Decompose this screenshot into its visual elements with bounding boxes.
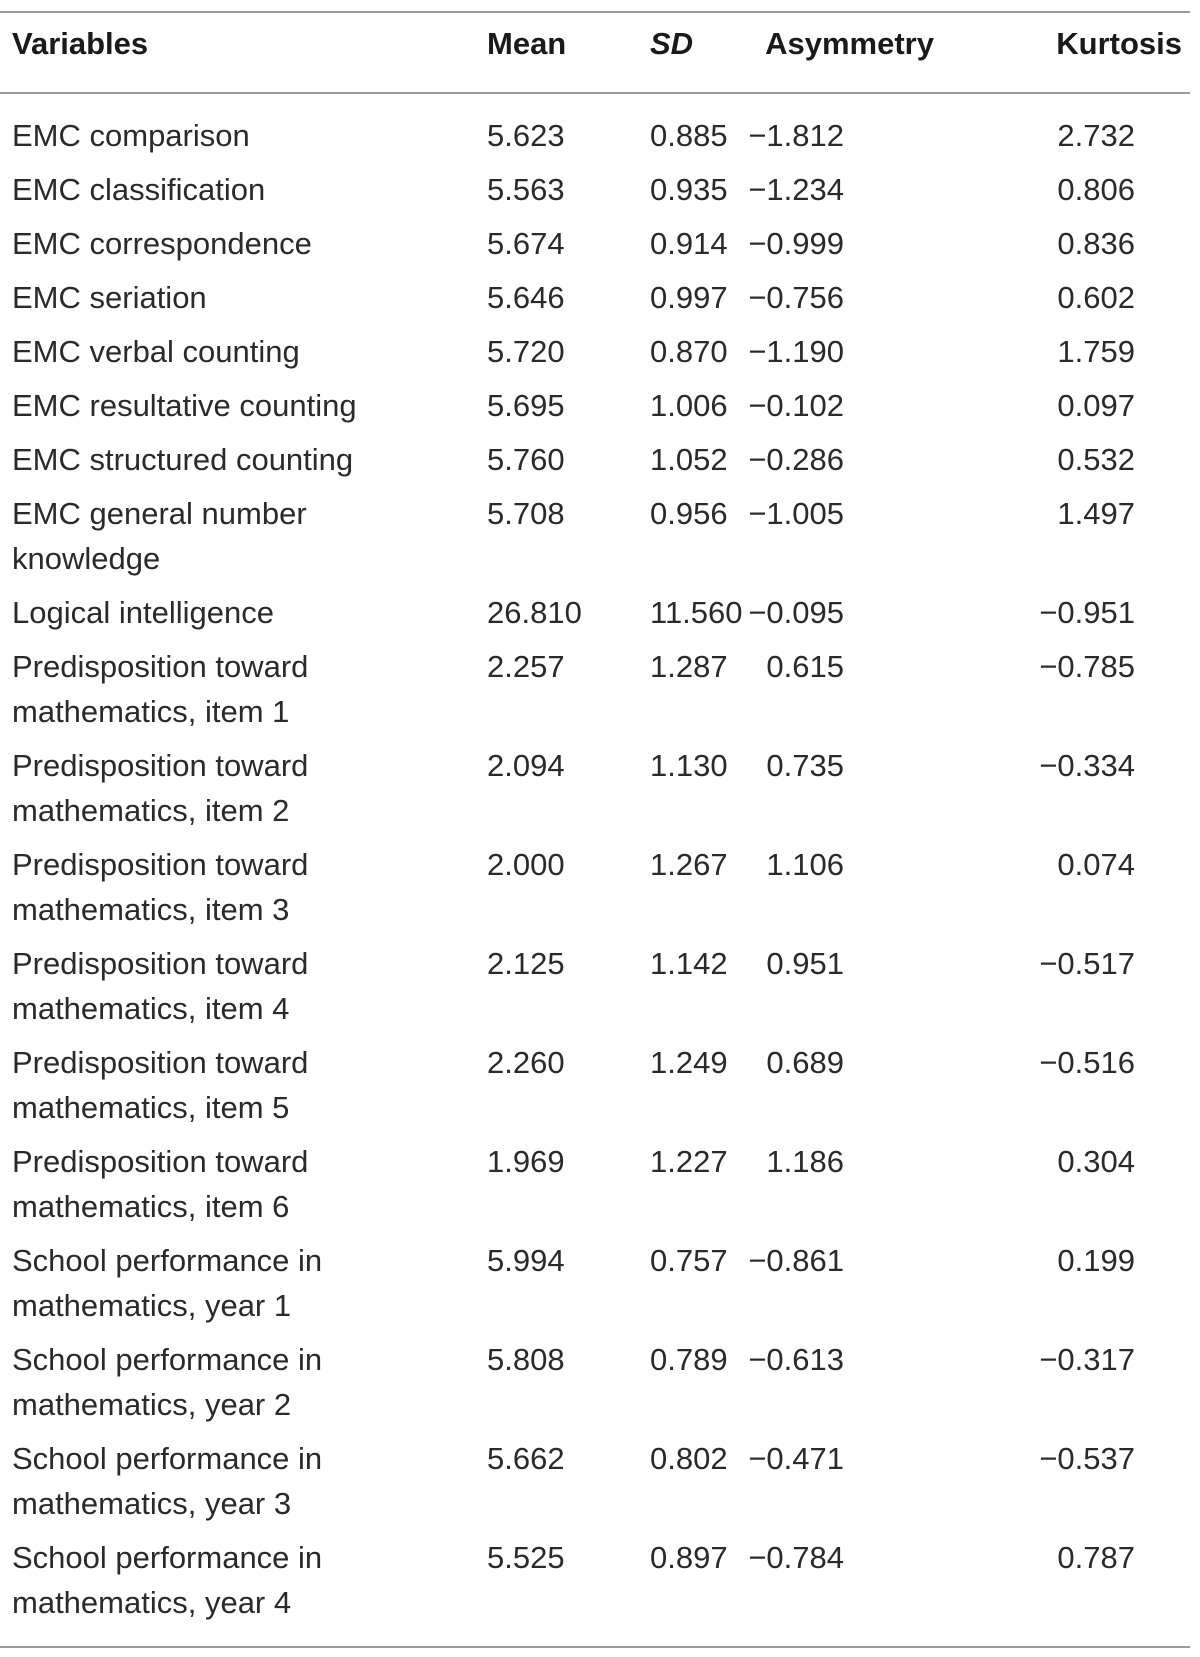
table-row xyxy=(0,941,1190,1040)
table-row xyxy=(0,1436,1190,1535)
cell-mean: 5.623 xyxy=(487,118,565,153)
table-header-row xyxy=(0,26,1190,82)
cell-sd: 0.802 xyxy=(650,1441,728,1476)
table-row xyxy=(0,743,1190,842)
cell-mean: 5.708 xyxy=(487,496,565,531)
cell-sd: 0.789 xyxy=(650,1342,728,1377)
cell-sd: 11.560 xyxy=(650,595,743,630)
cell-kurtosis: 1.759 xyxy=(1057,334,1135,369)
cell-variable: EMC classification xyxy=(12,172,266,207)
cell-sd: 1.006 xyxy=(650,388,728,423)
header-variables: Variables xyxy=(12,26,149,61)
cell-mean: 5.695 xyxy=(487,388,565,423)
cell-kurtosis: 0.199 xyxy=(1057,1243,1135,1278)
cell-kurtosis: 0.097 xyxy=(1057,388,1135,423)
cell-variable: Predisposition toward mathematics, item 2 xyxy=(12,748,309,828)
cell-variable: School performance in mathematics, year 1 xyxy=(12,1243,323,1323)
cell-variable: Predisposition toward mathematics, item 3 xyxy=(12,847,309,927)
cell-kurtosis: −0.516 xyxy=(1039,1045,1135,1080)
cell-variable: EMC general number knowledge xyxy=(12,496,307,576)
cell-asymmetry: 1.186 xyxy=(766,1144,844,1179)
cell-kurtosis: 0.532 xyxy=(1057,442,1135,477)
cell-sd: 1.142 xyxy=(650,946,728,981)
cell-mean: 5.720 xyxy=(487,334,565,369)
table-row xyxy=(0,221,1190,275)
cell-asymmetry: −0.095 xyxy=(748,595,844,630)
cell-variable: EMC verbal counting xyxy=(12,334,300,369)
table-row xyxy=(0,1535,1190,1634)
table-row xyxy=(0,644,1190,743)
table-body xyxy=(0,113,1190,1634)
cell-variable: EMC comparison xyxy=(12,118,250,153)
cell-variable: School performance in mathematics, year 2 xyxy=(12,1342,323,1422)
cell-sd: 0.914 xyxy=(650,226,728,261)
table-bottom-rule xyxy=(0,1646,1190,1648)
cell-kurtosis: 0.806 xyxy=(1057,172,1135,207)
cell-mean: 2.125 xyxy=(487,946,565,981)
cell-asymmetry: −0.613 xyxy=(748,1342,844,1377)
cell-mean: 5.760 xyxy=(487,442,565,477)
cell-sd: 0.870 xyxy=(650,334,728,369)
table-row xyxy=(0,1040,1190,1139)
cell-variable: Predisposition toward mathematics, item 5 xyxy=(12,1045,309,1125)
table-row xyxy=(0,1238,1190,1337)
table-row xyxy=(0,437,1190,491)
cell-kurtosis: 2.732 xyxy=(1057,118,1135,153)
cell-sd: 1.227 xyxy=(650,1144,728,1179)
cell-asymmetry: −0.756 xyxy=(748,280,844,315)
cell-variable: Logical intelligence xyxy=(12,595,274,630)
cell-mean: 2.257 xyxy=(487,649,565,684)
header-mean: Mean xyxy=(487,26,567,61)
cell-variable: Predisposition toward mathematics, item 6 xyxy=(12,1144,309,1224)
table-row xyxy=(0,1337,1190,1436)
cell-kurtosis: −0.537 xyxy=(1039,1441,1135,1476)
table-row xyxy=(0,329,1190,383)
cell-mean: 5.808 xyxy=(487,1342,565,1377)
header-asymmetry: Asymmetry xyxy=(765,26,934,61)
cell-asymmetry: −0.471 xyxy=(748,1441,844,1476)
table-header-rule xyxy=(0,92,1190,94)
cell-asymmetry: −0.999 xyxy=(748,226,844,261)
cell-sd: 1.052 xyxy=(650,442,728,477)
cell-asymmetry: 0.689 xyxy=(766,1045,844,1080)
cell-asymmetry: 0.735 xyxy=(766,748,844,783)
cell-mean: 5.674 xyxy=(487,226,565,261)
cell-sd: 1.267 xyxy=(650,847,728,882)
table-row xyxy=(0,1139,1190,1238)
cell-sd: 0.997 xyxy=(650,280,728,315)
cell-kurtosis: 0.787 xyxy=(1057,1540,1135,1575)
cell-asymmetry: 0.615 xyxy=(766,649,844,684)
cell-variable: EMC seriation xyxy=(12,280,207,315)
cell-mean: 5.563 xyxy=(487,172,565,207)
table-row xyxy=(0,383,1190,437)
table-row xyxy=(0,167,1190,221)
cell-mean: 2.094 xyxy=(487,748,565,783)
cell-asymmetry: 0.951 xyxy=(766,946,844,981)
cell-sd: 0.757 xyxy=(650,1243,728,1278)
header-kurtosis: Kurtosis xyxy=(1056,26,1182,61)
table-row xyxy=(0,491,1190,590)
table-row xyxy=(0,590,1190,644)
cell-sd: 0.935 xyxy=(650,172,728,207)
cell-asymmetry: −1.190 xyxy=(748,334,844,369)
cell-kurtosis: −0.785 xyxy=(1039,649,1135,684)
cell-sd: 0.885 xyxy=(650,118,728,153)
cell-mean: 1.969 xyxy=(487,1144,565,1179)
cell-asymmetry: −1.812 xyxy=(748,118,844,153)
cell-variable: Predisposition toward mathematics, item 1 xyxy=(12,649,309,729)
cell-mean: 5.662 xyxy=(487,1441,565,1476)
cell-kurtosis: −0.334 xyxy=(1039,748,1135,783)
cell-kurtosis: 0.836 xyxy=(1057,226,1135,261)
header-sd: SD xyxy=(650,26,694,61)
cell-mean: 2.000 xyxy=(487,847,565,882)
cell-variable: School performance in mathematics, year 3 xyxy=(12,1441,323,1521)
cell-asymmetry: −0.286 xyxy=(748,442,844,477)
cell-variable: School performance in mathematics, year 4 xyxy=(12,1540,323,1620)
table-row xyxy=(0,113,1190,167)
cell-kurtosis: −0.517 xyxy=(1039,946,1135,981)
cell-sd: 1.287 xyxy=(650,649,728,684)
cell-variable: EMC resultative counting xyxy=(12,388,357,423)
cell-variable: EMC correspondence xyxy=(12,226,312,261)
cell-kurtosis: 1.497 xyxy=(1057,496,1135,531)
cell-variable: EMC structured counting xyxy=(12,442,354,477)
cell-sd: 1.130 xyxy=(650,748,728,783)
cell-mean: 26.810 xyxy=(487,595,582,630)
cell-sd: 0.956 xyxy=(650,496,728,531)
cell-asymmetry: −0.861 xyxy=(748,1243,844,1278)
cell-asymmetry: −0.784 xyxy=(748,1540,844,1575)
cell-mean: 5.646 xyxy=(487,280,565,315)
cell-kurtosis: 0.074 xyxy=(1057,847,1135,882)
cell-sd: 0.897 xyxy=(650,1540,728,1575)
table-row xyxy=(0,842,1190,941)
cell-kurtosis: −0.317 xyxy=(1039,1342,1135,1377)
table-top-rule xyxy=(0,11,1190,13)
cell-asymmetry: 1.106 xyxy=(766,847,844,882)
cell-mean: 5.994 xyxy=(487,1243,565,1278)
table-row xyxy=(0,275,1190,329)
cell-mean: 2.260 xyxy=(487,1045,565,1080)
cell-asymmetry: −0.102 xyxy=(748,388,844,423)
cell-asymmetry: −1.005 xyxy=(748,496,844,531)
cell-kurtosis: 0.304 xyxy=(1057,1144,1135,1179)
cell-kurtosis: 0.602 xyxy=(1057,280,1135,315)
cell-variable: Predisposition toward mathematics, item 4 xyxy=(12,946,309,1026)
cell-kurtosis: −0.951 xyxy=(1039,595,1135,630)
cell-asymmetry: −1.234 xyxy=(748,172,844,207)
cell-mean: 5.525 xyxy=(487,1540,565,1575)
cell-sd: 1.249 xyxy=(650,1045,728,1080)
